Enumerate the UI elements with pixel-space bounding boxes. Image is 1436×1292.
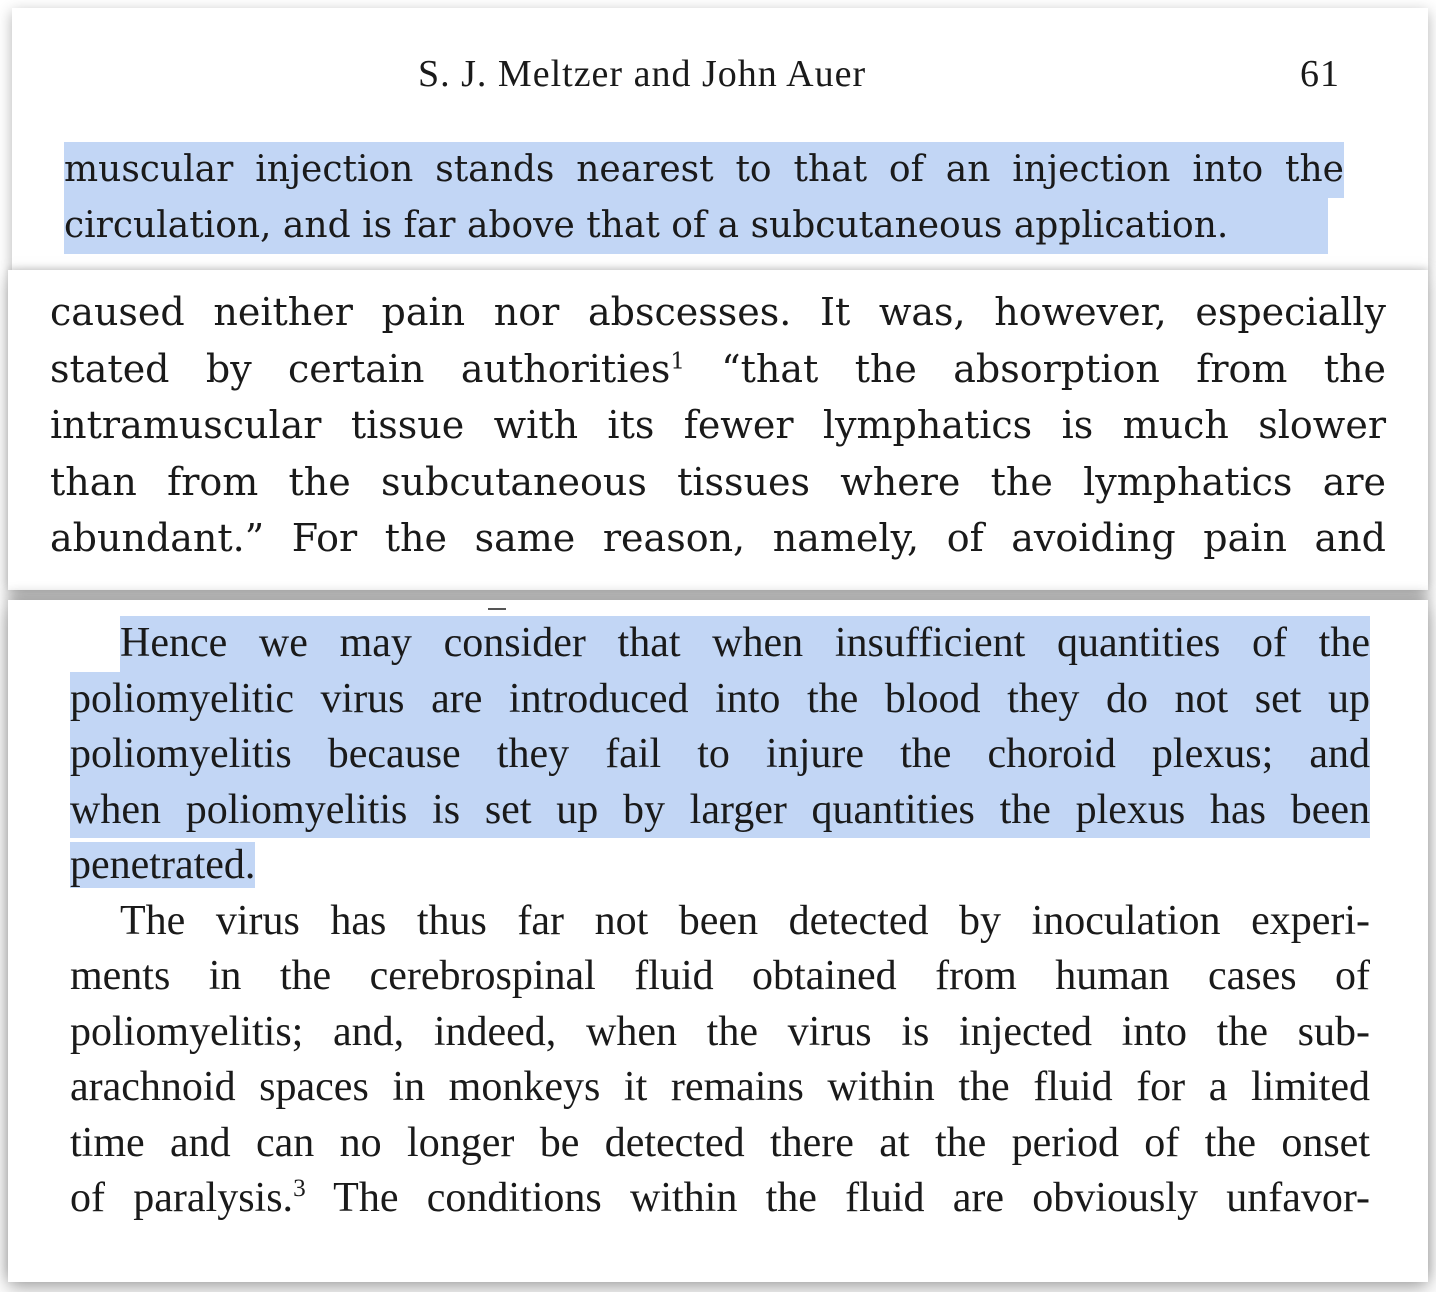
excerpt-clip-2 <box>8 270 1428 590</box>
scan-mark <box>488 608 506 610</box>
text-line: time and can no longer be detected there at the period of the onset <box>70 1119 1370 1166</box>
text-fragment: The conditions within the fluid are obviously unfavor- <box>305 1175 1370 1221</box>
text-line: caused neither pain nor abscesses. It was, however, especially <box>50 290 1386 334</box>
text-line <box>70 838 1370 894</box>
passage-2[interactable] <box>50 284 1386 567</box>
text-line: arachnoid spaces in monkeys it remains within the fluid for a limited <box>70 1064 1370 1110</box>
text-line <box>70 616 1370 672</box>
text-line: circulation, and is far above that of a subcutaneous application. <box>64 198 1328 254</box>
text-line: muscular injection stands nearest to that of an injection into the <box>64 142 1344 198</box>
highlighted-text: Hence we may consider that when insufficient quantities of the <box>120 616 1370 672</box>
passage-3[interactable] <box>70 616 1370 1227</box>
text-line: than from the subcutaneous tissues where the lymphatics are <box>50 459 1386 504</box>
text-line: The virus has thus far not been detected by inoculation experi- <box>120 897 1370 944</box>
running-head-authors: S. J. Meltzer and John Auer <box>418 53 867 95</box>
highlighted-text: penetrated. <box>70 842 256 888</box>
text-line: ments in the cerebrospinal fluid obtained from human cases of <box>70 953 1370 999</box>
text-line: poliomyelitis because they fail to injure the choroid plexus; and <box>70 727 1370 783</box>
text-line: when poliomyelitis is set up by larger quantities the plexus has been <box>70 783 1370 839</box>
text-line <box>50 341 1386 398</box>
text-line: abundant.” For the same reason, namely, of avoiding pain and <box>50 516 1386 560</box>
text-line: poliomyelitic virus are introduced into the blood they do not set up <box>70 672 1370 728</box>
text-line <box>70 1171 1370 1227</box>
excerpt-clip-3 <box>8 600 1428 1282</box>
highlighted-passage-1[interactable] <box>64 142 1344 254</box>
excerpt-clip-1 <box>12 8 1428 270</box>
text-fragment: “that the absorption from the <box>684 346 1386 391</box>
footnote-marker[interactable]: 3 <box>293 1175 306 1202</box>
footnote-marker[interactable]: 1 <box>670 347 685 374</box>
text-line: intramuscular tissue with its fewer lymphatics is much slower <box>50 403 1386 447</box>
running-head <box>12 52 1428 100</box>
text-line: poliomyelitis; and, indeed, when the virus is injected into the sub- <box>70 1008 1370 1055</box>
page-number: 61 <box>1300 53 1340 95</box>
text-fragment: stated by certain authorities <box>50 346 671 391</box>
text-fragment: of paralysis. <box>70 1175 294 1221</box>
